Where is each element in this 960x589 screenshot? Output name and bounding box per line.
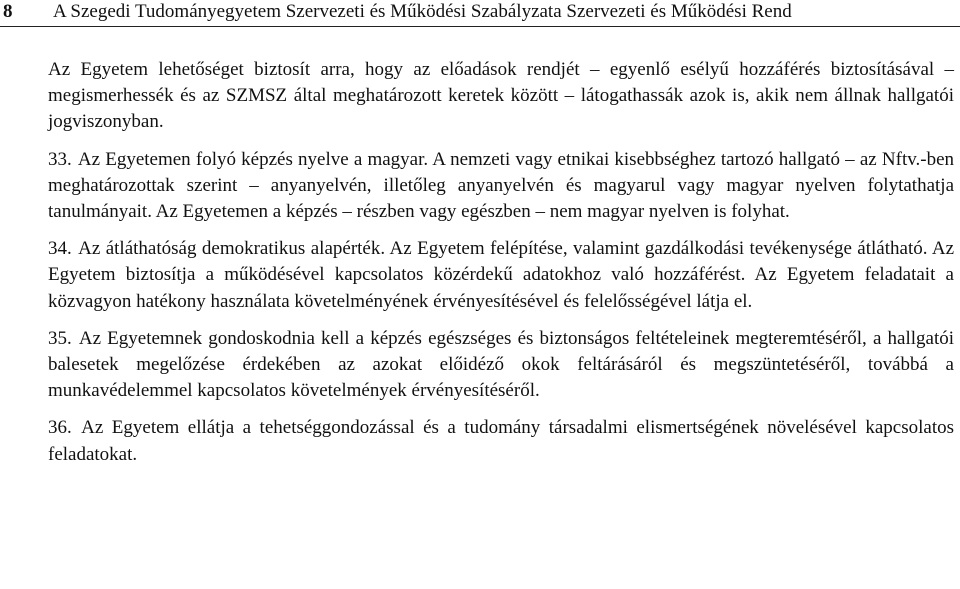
paragraph-35 <box>48 326 954 405</box>
paragraph-text: Az Egyetem ellátja a tehetséggondozással és a tudomány társadalmi elismertségének növelésével kapcsolatos feladatokat. <box>48 417 955 465</box>
page-number: 8 <box>3 1 13 22</box>
paragraph-33 <box>48 147 954 226</box>
paragraph-36 <box>48 415 954 467</box>
paragraph-intro <box>48 57 954 136</box>
paragraph-text: Az átláthatóság demokratikus alapérték. Az Egyetem felépítése, valamint gazdálkodási tevékenysége átlátható. Az Egyetem biztosítja a működésével kapcsolatos közérdekű adatokhoz való hozzáférést. Az Egyetem feladatait a közvagyon hatékony használata követelményének érvényesítésével és felelősségével látja el. <box>48 238 955 312</box>
paragraph-34 <box>48 236 954 315</box>
document-body <box>48 57 954 479</box>
running-header <box>0 0 960 27</box>
paragraph-text: Az Egyetemnek gondoskodnia kell a képzés egészséges és biztonságos feltételeinek megteremtéséről, a hallgatói balesetek megelőzése érdekében az azokat előidéző okok feltárásáról és megszüntetéséről, továbbá a munkavédelemmel kapcsolatos követelmények érvényesítéséről. <box>48 327 955 402</box>
paragraph-number: 33. <box>48 148 72 170</box>
paragraph-number: 34. <box>48 238 72 260</box>
paragraph-number: 35. <box>48 327 72 349</box>
paragraph-text: Az Egyetem lehetőséget biztosít arra, hogy az előadások rendjét – egyenlő esélyű hozzáférés biztosításával – megismerhessék és az SZMSZ által meghatározott keretek között – látogathassák azok is, akik nem állnak hallgatói jogviszonyban. <box>48 59 954 133</box>
paragraph-text: Az Egyetemen folyó képzés nyelve a magyar. A nemzeti vagy etnikai kisebbséghez tartozó hallgató – az Nftv.-ben meghatározottak szerint – anyanyelvén, illetőleg anyanyelvén és magyarul vagy magyar nyelven folytathatja tanulmányait. Az Egyetemen a képzés – részben vagy egészben – nem magyar nyelven is folyhat. <box>48 148 955 223</box>
paragraph-number: 36. <box>48 417 72 439</box>
running-title: A Szegedi Tudományegyetem Szervezeti és Működési Szabályzata Szervezeti és Működési Rend <box>53 1 792 22</box>
